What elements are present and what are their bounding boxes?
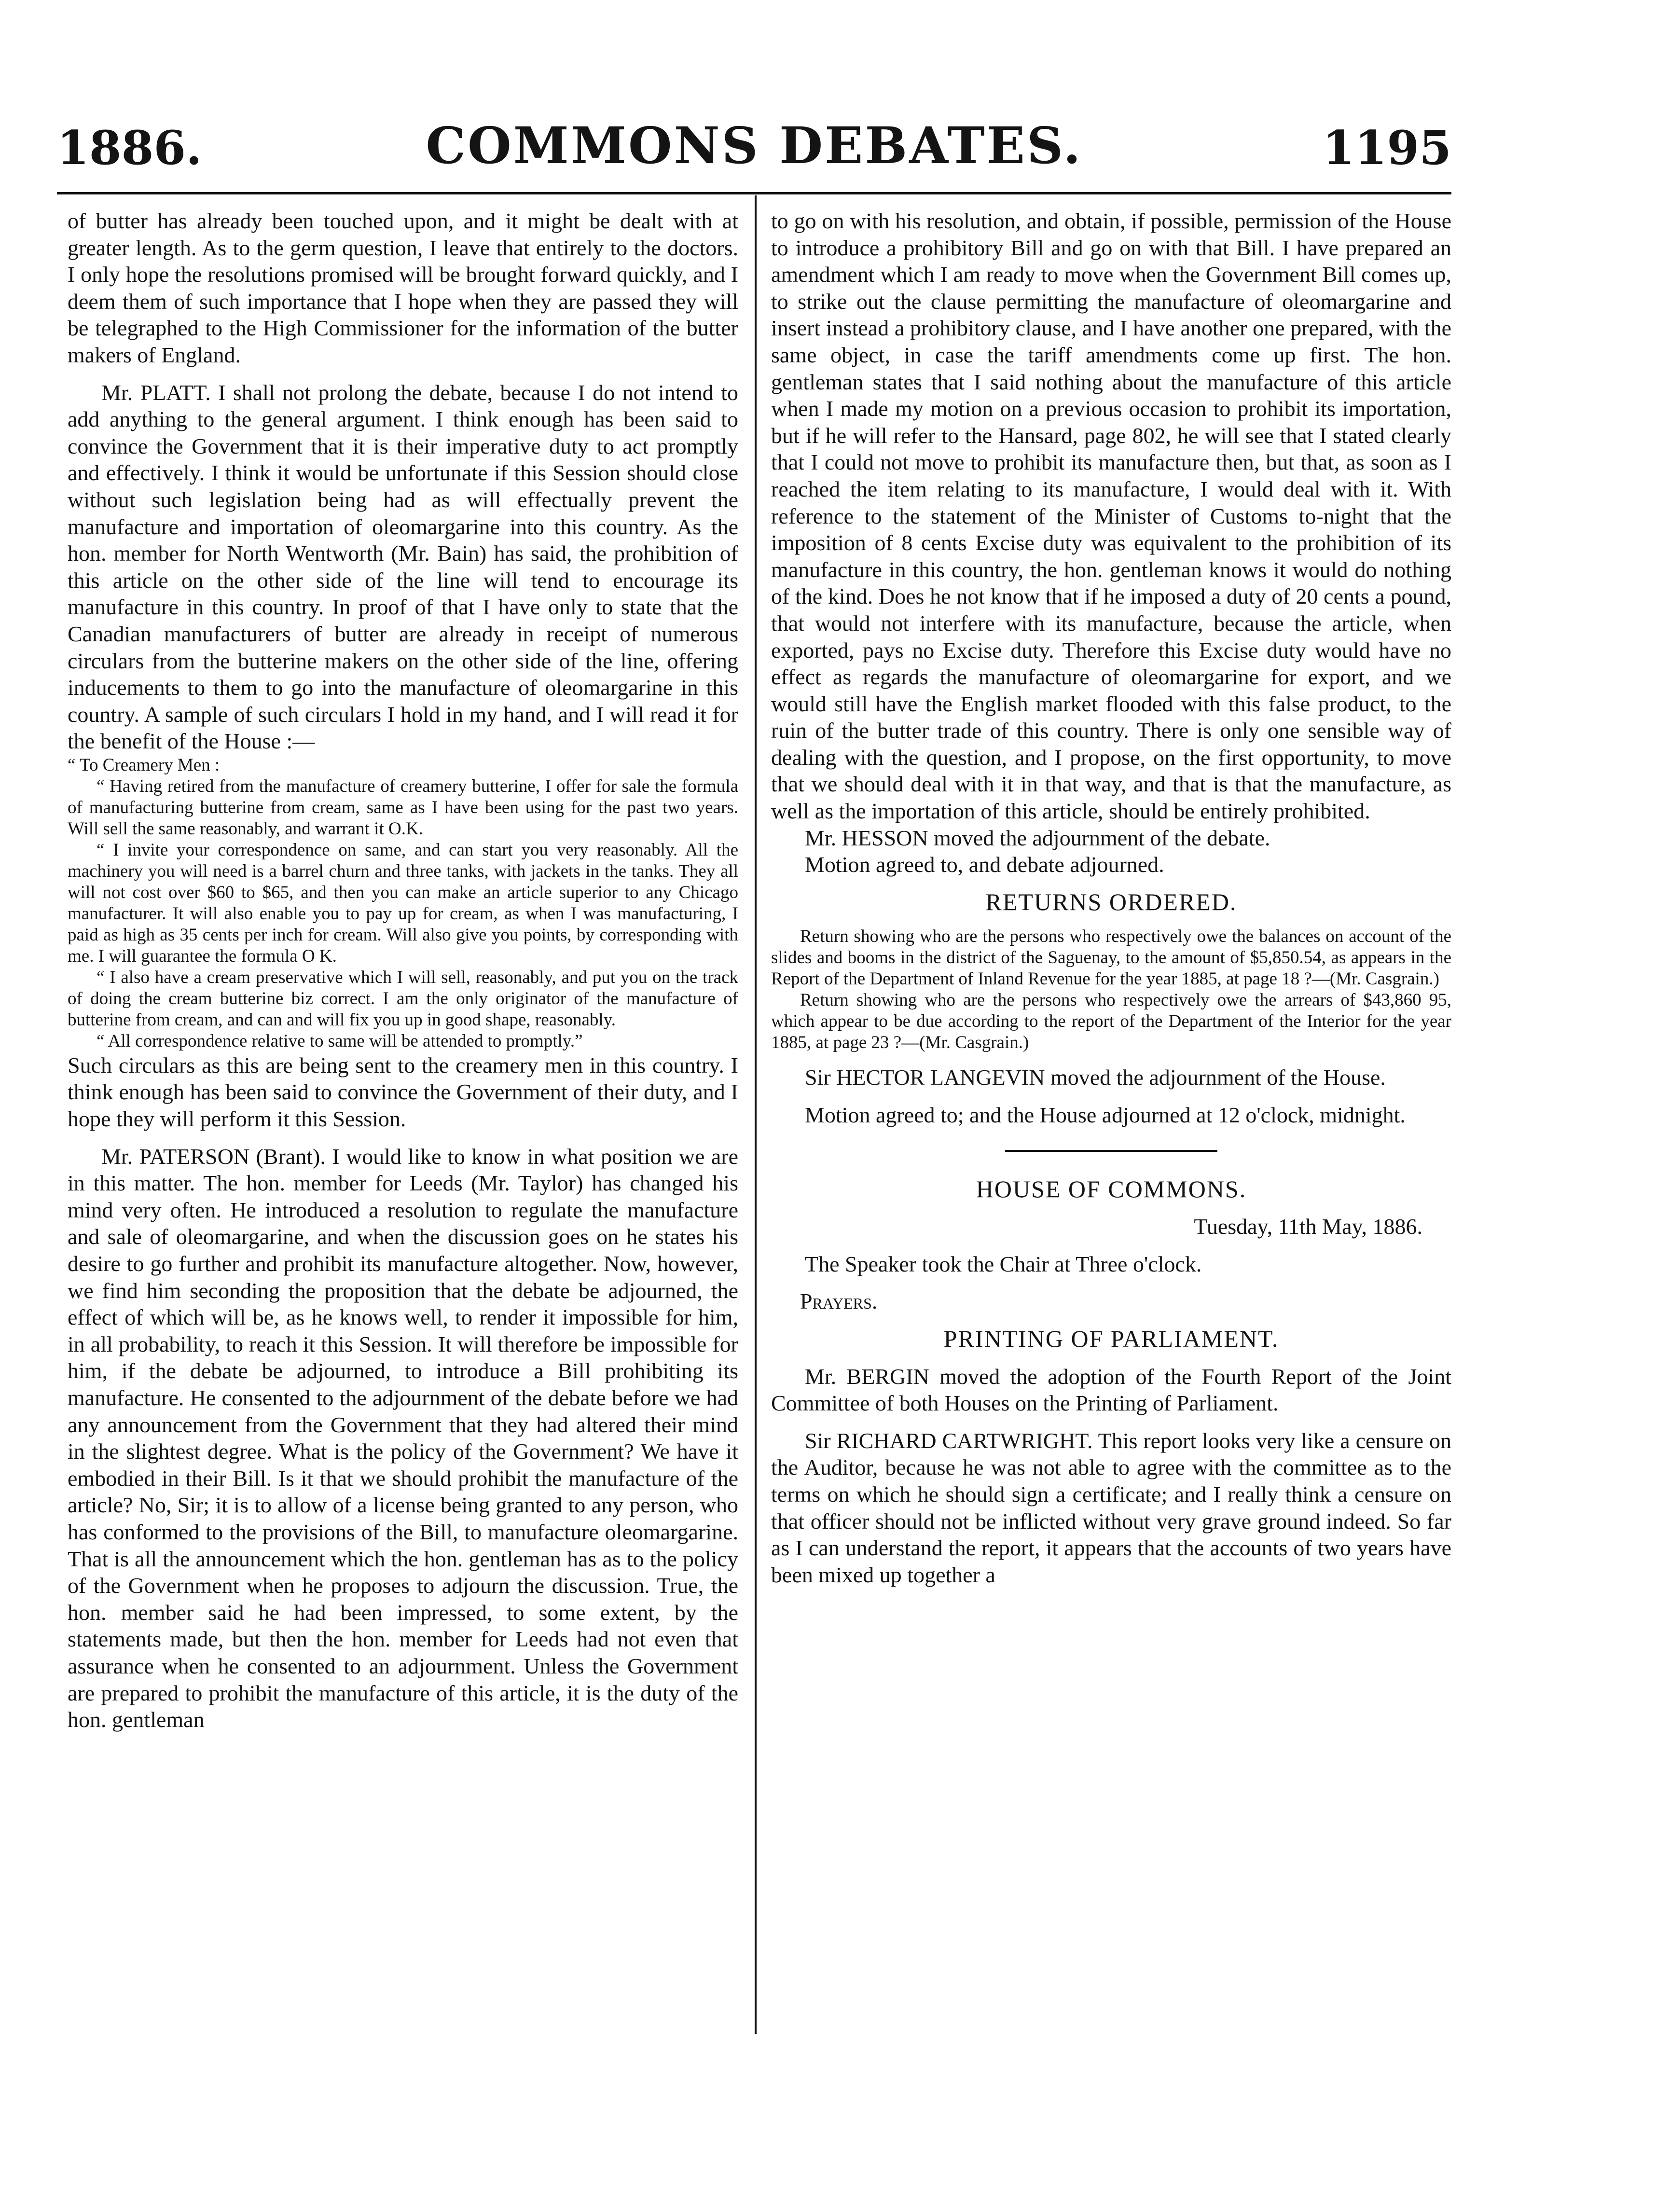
section-rule bbox=[1005, 1150, 1217, 1152]
header-title: COMMONS DEBATES. bbox=[426, 116, 1083, 175]
paragraph: Mr. HESSON moved the adjournment of the debate. bbox=[805, 825, 1270, 850]
quote-paragraph: “ All correspondence relative to same will be attended to promptly.” bbox=[97, 1031, 583, 1051]
header-page-number: 1195 bbox=[1322, 121, 1451, 175]
quote-paragraph: “ I invite your correspondence on same, and can start you very reasonably. All the machinery you will need is a barrel churn and three tanks, with jackets in the tanks. They all will not cost over $60 to $65, and then you can make an article superior to any Chicago manufacturer. It will also enable you to pay up for cream, as when I was manufacturing, I paid as high as 35 cents per inch for cream. Will also give you points, by corresponding with me. I will guarantee the formula O K. bbox=[68, 840, 738, 966]
paragraph: The Speaker took the Chair at Three o'clock. bbox=[805, 1251, 1202, 1276]
paragraph: of butter has already been touched upon, and it might be dealt with at greater length. As to the germ question, I leave that entirely to the doctors. I only hope the resolutions promised will be brought forward quickly, and I deem them of such importance that I hope when they are passed they will be telegraphed to the High Commissioner for the information of the butter makers of England. bbox=[68, 208, 738, 367]
quote-heading: “ To Creamery Men : bbox=[68, 755, 220, 775]
section-heading: HOUSE OF COMMONS. bbox=[976, 1175, 1247, 1203]
quote-paragraph: “ I also have a cream preservative which I will sell, reasonably, and put you on the track of doing the cream butterine biz correct. I am the only originator of the manufacture of butterine from cream, and can and will fix you up in good shape, reasonably. bbox=[68, 967, 738, 1030]
prayers-label: Prayers. bbox=[800, 1289, 878, 1314]
section-heading: RETURNS ORDERED. bbox=[985, 888, 1237, 915]
section-heading: PRINTING OF PARLIAMENT. bbox=[943, 1325, 1279, 1352]
paragraph: Mr. BERGIN moved the adoption of the Fourth Report of the Joint Committee of both Houses on the Printing of Parliament. bbox=[771, 1364, 1451, 1416]
paragraph: Motion agreed to, and debate adjourned. bbox=[805, 852, 1164, 877]
paragraph: Mr. PLATT. I shall not prolong the debate, because I do not intend to add anything to the general argument. I think enough has been said to convince the Government that it is their imperative duty to act promptly and effectively. I think it would be unfortunate if this Session should close without such legislation being had as will effectually prevent the manufacture and importation of oleomargarine into this country. As the hon. member for North Wentworth (Mr. Bain) has said, the prohibition of this article on the other side of the line will tend to encourage its manufacture in this country. In proof of that I have only to state that the Canadian manufacturers of butter are already in receipt of numerous circulars from the butterine makers on the other side of the line, offering inducements to them to go into the manufacture of oleomargarine in this country. A sample of such circulars I hold in my hand, and I will read it for the benefit of the House :— bbox=[68, 380, 738, 754]
paragraph: Sir RICHARD CARTWRIGHT. This report looks very like a censure on the Auditor, because he was not able to agree with the committee as to the terms on which he should sign a certificate; and I really think a censure on that officer should not be inflicted without very grave ground indeed. So far as I can understand the report, it appears that the accounts of two years have been mixed up together a bbox=[771, 1428, 1451, 1587]
sitting-date: Tuesday, 11th May, 1886. bbox=[1194, 1214, 1422, 1239]
column-divider bbox=[755, 195, 757, 2034]
return-entry: Return showing who are the persons who respectively owe the balances on account of the slides and booms in the district of the Saguenay, to the amount of $5,850.54, as appears in the Report of the Department of Inland Revenue for the year 1885, at page 18 ?—(Mr. Casgrain.) bbox=[771, 926, 1451, 989]
paragraph: Mr. PATERSON (Brant). I would like to know in what position we are in this matter. The hon. member for Leeds (Mr. Taylor) has changed his mind very often. He introduced a resolution to regulate the manufacture and sale of oleomargarine, and when the discussion goes on he states his desire to go further and prohibit its manufacture altogether. Now, however, we find him seconding the proposition that the debate be adjourned, the effect of which will be, as he knows well, to render it impossible for him, in all probability, to reach it this Session. It will therefore be impossible for him, if the debate be adjourned, to introduce a Bill prohibiting its manufacture. He consented to the adjournment of the debate before we had any announcement from the Government that they had altered their mind in the slightest degree. What is the policy of the Government? We have it embodied in their Bill. Is it that we should prohibit the manufacture of the article? No, Sir; it is to allow of a license being granted to any person, who has conformed to the provisions of the Bill, to manufacture oleomargarine. That is all the announcement which the hon. gentleman has as to the policy of the Government when he proposes to adjourn the discussion. True, the hon. member said he had been impressed, to some extent, by the statements made, but then the hon. member for Leeds had not even that assurance when he consented to an adjournment. Unless the Government are prepared to prohibit the manufacture of this article, it is the duty of the hon. gentleman bbox=[68, 1144, 738, 1732]
left-column bbox=[68, 207, 738, 2041]
paragraph: Motion agreed to; and the House adjourned at 12 o'clock, midnight. bbox=[805, 1103, 1406, 1128]
quote-paragraph: “ Having retired from the manufacture of creamery butterine, I offer for sale the formula of manufacturing butterine from cream, same as I have been using for the past two years. Will sell the same reasonably, and warrant it O.K. bbox=[68, 776, 738, 839]
paragraph: Such circulars as this are being sent to the creamery men in this country. I think enough has been said to convince the Government of their duty, and I hope they will perform it this Session. bbox=[68, 1052, 738, 1132]
page-header bbox=[57, 116, 1451, 188]
paragraph: to go on with his resolution, and obtain, if possible, permission of the House to introduce a prohibitory Bill and go on with that Bill. I have prepared an amendment which I am ready to move when the Government Bill comes up, to strike out the clause permitting the manufacture of oleomargarine and insert instead a prohibitory clause, and I have another one prepared, with the same object, in case the tariff amendments come up first. The hon. gentleman states that I said nothing about the manufacture of this article when I made my motion on a previous occasion to prohibit its importation, but if he will refer to the Hansard, page 802, he will see that I stated clearly that I could not move to prohibit its manufacture then, but that, as soon as I reached the item relating to its manufacture, I would deal with it. With reference to the statement of the Minister of Customs to-night that the imposition of 8 cents Excise duty was equivalent to the prohibition of its manufacture in this country, the hon. gentleman knows it would do nothing of the kind. Does he not know that if he imposed a duty of 20 cents a pound, that would not interfere with its manufacture, because the article, when exported, pays no Excise duty. Therefore this Excise duty would have no effect as regards the manufacture of oleomargarine for export, and we would still have the English market flooded with this false product, to the ruin of the butter trade of this country. There is only one sensible way of dealing with the question, and I propose, on the first opportunity, to move that we should deal with it in that way, and that is that the manufacture, as well as the importation of this article, should be entirely prohibited. bbox=[771, 208, 1451, 824]
return-entry: Return showing who are the persons who respectively owe the arrears of $43,860 95, which appear to be due according to the report of the Department of the Interior for the year 1885, at page 23 ?—(Mr. Casgrain.) bbox=[771, 990, 1451, 1053]
right-column bbox=[771, 207, 1451, 2041]
header-year: 1886. bbox=[57, 121, 202, 175]
header-rule bbox=[57, 192, 1451, 194]
paragraph: Sir HECTOR LANGEVIN moved the adjournment of the House. bbox=[805, 1065, 1386, 1090]
